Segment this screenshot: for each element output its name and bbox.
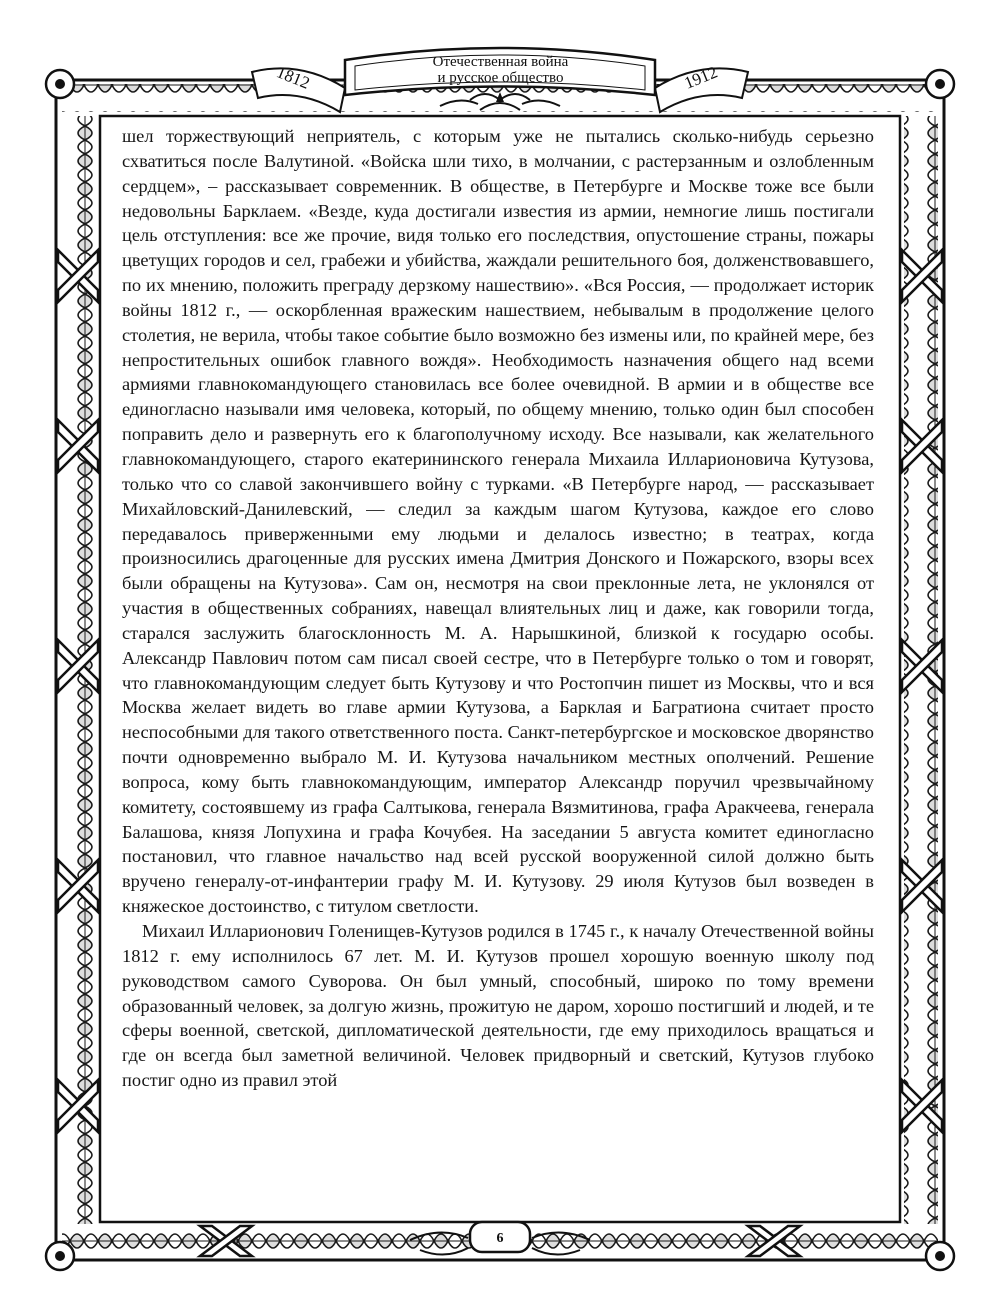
year-right: 1912 — [681, 62, 721, 93]
banner-title-line1: Отечественная война — [432, 54, 569, 70]
paragraph-1: шел торжествующий неприятель, с которым уже не пытались сколько-нибудь серьезно схватиться после Валутиной. «Войска шли тихо, в молчании, с растерзанным и озлобленным сердцем», – рассказывает современник. В обществе, в Петербурге и Москве тоже все были недовольны Барклаем. «Везде, куда достигали известия из армии, немногие лишь постигали цель отступления: все же прочие, видя только его последствия, опустошение страны, пожары цветущих городов и сел, грабежи и убийства, жаждали решительного боя, долженствовавшего, по их мнению, положить преграду дерзкому нашествию». «Вся Россия, — продолжает историк войны 1812 г., — оскорбленная вражеским нашествием, небывалым в продолжение целого столетия, не верила, чтобы такое событие было возможно без измены или, по крайней мере, без непростительных ошибок главного вождя». Необходимость назначения общего над всеми армиями главнокомандующего становилась все более очевидной. В армии и в обществе все единогласно называли имя человека, который, по общему мнению, только один был способен поправить дело и развернуть его к благополучному исходу. Все называли, как желательного главнокомандующего, старого екатерининского генерала Михаила Илларионовича Кутузова, только что со славой закончившего войну с турками. «В Петербурге народ, — рассказывает Михайловский-Данилевский, — следил за каждым шагом Кутузова, каждое его слово передавалось приверженными ему людьми и делалось известно; в театрах, когда произносились драгоценные для русских имена Дмитрия Донского и Пожарского, взоры всех были обращены на Кутузова». Сам он, несмотря на свои преклонные лета, не уклонялся от участия в общественных собраниях, навещал влиятельных лиц и даже, как говорили тогда, старался заслужить благосклонность М. А. Нарышкиной, близкой к государю особы. Александр Павлович потом сам писал своей сестре, что в Петербурге только о том и говорят, что главнокомандующим следует быть Кутузову и что Ростопчин пишет из Москвы, что и вся Москва желает видеть во главе армии Кутузова, а Барклая и Багратиона считает просто неспособными для такого ответственного поста. Санкт-петербургское и московское дворянство почти одновременно выбрало М. И. Кутузова начальником местных ополчений. Решение вопроса, кому быть главнокомандующим, император Александр поручил чрезвычайному комитету, состоявшему из графа Салтыкова, генерала Вязмитинова, графа Аракчеева, генерала Балашова, князя Лопухина и графа Кочубея. На заседании 5 августа комитет единогласно постановил, что главное начальство над всей русской вооруженной силой должно быть вручено генералу-от-инфантерии графу М. И. Кутузову. 29 июля Кутузов был возведен в княжеское достоинство, с титулом светлости. — [122, 126, 874, 917]
paragraph-2: Михаил Илларионович Голенищев-Кутузов родился в 1745 г., к началу Отечественной войны 1812 г. ему исполнилось 67 лет. М. И. Кутузов прошел хорошую военную школу под руководством самого Суворова. Он был умный, способный, широко по тому времени образованный человек, за долгую жизнь, прожитую не даром, хорошо постигший и людей, и те сферы военной, светской, дипломатической деятельности, где ему приходилось вращаться и где он всегда был заметной величиной. Человек придворный и светский, Кутузов глубоко постиг одно из правил этой — [122, 921, 874, 1091]
banner-title-line2: и русское общество — [437, 70, 564, 86]
year-left: 1812 — [273, 62, 313, 93]
page-number: 6 — [496, 1231, 504, 1246]
body-text — [122, 124, 874, 1093]
banner-title — [398, 54, 603, 86]
